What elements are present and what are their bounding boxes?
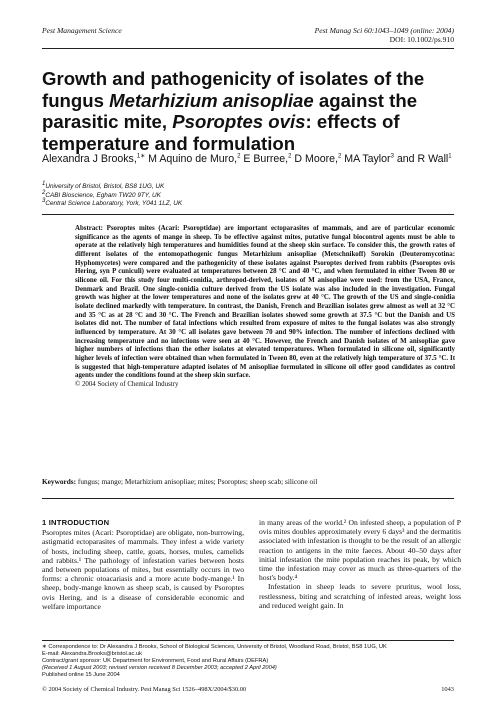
page-number: 1043	[441, 686, 454, 693]
header-rule	[42, 48, 454, 49]
grant-note: Contract/grant sponsor: UK Department for Environment, Food and Rural Affairs (DEFRA)	[42, 658, 269, 664]
abstract-copyright: © 2004 Society of Chemical Industry	[75, 380, 179, 388]
title-species-1: Metarhizium anisopliae	[109, 89, 314, 111]
journal-citation	[315, 26, 454, 44]
correspondence-note: ∗ Correspondence to: Dr Alexandra J Brooks, School of Biological Sciences, University of Bristol, Woodland Road, Bristol, BS8 1UG, UK	[42, 644, 387, 650]
published-note: Published online 15 June 2004	[42, 672, 120, 678]
intro-right-column	[259, 518, 461, 610]
affiliation: $^1$University of Bristol, Bristol, BS8 1UG, UK	[42, 180, 165, 190]
keywords	[42, 477, 457, 486]
intro-left-column	[42, 518, 244, 611]
author: M Aquino de Muro,	[145, 153, 238, 165]
title-species-2: Psoroptes ovis	[172, 111, 306, 133]
abstract-label: Abstract:	[75, 225, 103, 232]
doi-text: DOI: 10.1002/ps.910	[389, 35, 454, 44]
page-footer	[42, 686, 454, 694]
intro-paragraph: in many areas of the world.² On infested sheep, a population of P ovis mites doubles approximately every 6 days³ and the dermatitis associated with infestation is thought to be the result of an allergic reaction to antigens in the mite faeces. About 40–50 days after initial infestation the mite population reaches its peak, by which time the infestation may cover as much as three-quarters of the host's body.⁴	[259, 518, 461, 583]
affiliation: $^2$CABI Bioscience, Egham TW20 9TY, UK	[42, 189, 161, 199]
journal-name: Pest Management Science	[42, 26, 122, 35]
footer-copyright: © 2004 Society of Chemical Industry. Pest Manag Sci 1526–498X/2004/$30.00	[42, 686, 247, 693]
affiliations	[42, 180, 462, 209]
keywords-text: fungus; mange; Metarhizium anisopliae; mites; Psoroptes; sheep scab; silicone oil	[76, 477, 318, 486]
author: MA Taylor	[341, 153, 391, 165]
author: Alexandra J Brooks,	[42, 153, 137, 165]
author: D Moore,	[291, 153, 338, 165]
intro-paragraph: Infestation in sheep leads to severe pruritus, wool loss, restlessness, biting and scratching of infested areas, weight loss and reduced weight gain. In	[259, 582, 461, 610]
section-heading: 1 INTRODUCTION	[42, 518, 110, 527]
author: E Burree,	[240, 153, 289, 165]
email-note: E-mail: Alexandra.Brooks@bristol.ac.uk	[42, 651, 142, 657]
keywords-label: Keywords:	[42, 477, 77, 486]
abstract	[75, 225, 455, 389]
paper-title: Growth and pathogenicity of isolates of the fungus Metarhizium anisopliae against the parasitic mite, Psoroptes ovis: effects of temperature and formulation	[42, 68, 425, 154]
keywords-rule	[42, 498, 454, 499]
footnote-rule	[42, 640, 454, 641]
citation-text: Pest Manag Sci 60:1043–1049 (online: 2004)	[314, 26, 454, 35]
intro-paragraph: Psoroptes mites (Acari: Psoroptidae) are obligate, non-burrowing, astigmatid ectoparasites of mammals. They infest a wide variety of hosts, including sheep, cattle, goats, horses, mules, camelids and rabbits.¹ The pathology of infestation varies between hosts and between populations of mites, but essentially occurs in two forms: a chronic otoacariasis and a more acute body-mange.¹ In sheep, body-mange known as sheep scab, is caused by Psoroptes ovis Hering, and is a disease of considerable economic and welfare importance	[42, 528, 244, 611]
received-note: (Received 1 August 2003; revised version received 8 December 2003; accepted 2 April 2004)	[42, 665, 277, 671]
author: and R Wall	[393, 153, 449, 165]
affiliation: $^3$Central Science Laboratory, York, Y041 1LZ, UK	[42, 198, 183, 208]
abstract-text: Psoroptes mites (Acari: Psoroptidae) are important ectoparasites of mammals, and are of particular economic significance as the agents of mange in sheep. To be effective against mites, putative fungal biocontrol agents must be able to operate at the relatively high temperatures and humidities found at the sheep skin surface. To consider this, the growth rates of different isolates of the entomopathogenic fungus Metarhizium anisopliae (Metschnikoff) Sorokin (Deuteromycotina: Hyphomycetes) were compared and the pathogenicity of these isolates against Psoroptes derived from rabbits (Psoroptes ovis Hering, syn P cuniculi) were evaluated at temperatures between 28 °C and 40 °C, and when formulated in either Tween 80 or silicone oil. For this study four multi-conidia, arthropod-derived, isolates of M anisopliae were used: from the USA, France, Denmark and Brazil. One single-conidia culture derived from the US isolate was also included in the investigation. Fungal growth was higher at the lower temperatures and none of the isolates grew at 40 °C. The growth of the US and single-conidia isolate declined markedly with temperature. In contrast, the Danish, French and Brazilian isolates grew almost as well at 32 °C and 35 °C as at 28 °C and 30 °C. The French and Brazilian isolates showed some growth at 37.5 °C but the Danish and US isolates did not. The number of fatal infections which resulted from exposure of mites to the fungal isolates was also strongly influenced by temperature. At 30 °C all isolates gave between 70 and 90% infection. The number of infections declined with increasing temperature and no infections were seen at 40 °C. However, the French and Danish isolates of M anisopliae gave higher numbers of infections than the other isolates at elevated temperatures. When formulated in silicone oil, significantly higher levels of infection were obtained than when formulated in Tween 80, even at the relatively high temperature of 37.5 °C. It is suggested that high-temperature adapted isolates of M anisopliae formulated in silicone oil offer good candidates as control agents under the conditions found at the sheep skin surface.	[75, 225, 455, 380]
affiliation-rule	[42, 214, 454, 215]
author-list: Alexandra J Brooks,$^{1∗}$ M Aquino de Muro,$^2$ E Burree,$^2$ D Moore,$^2$ MA Taylor$^3$ and R Wall$^1$	[42, 153, 452, 165]
footnotes	[42, 644, 457, 679]
